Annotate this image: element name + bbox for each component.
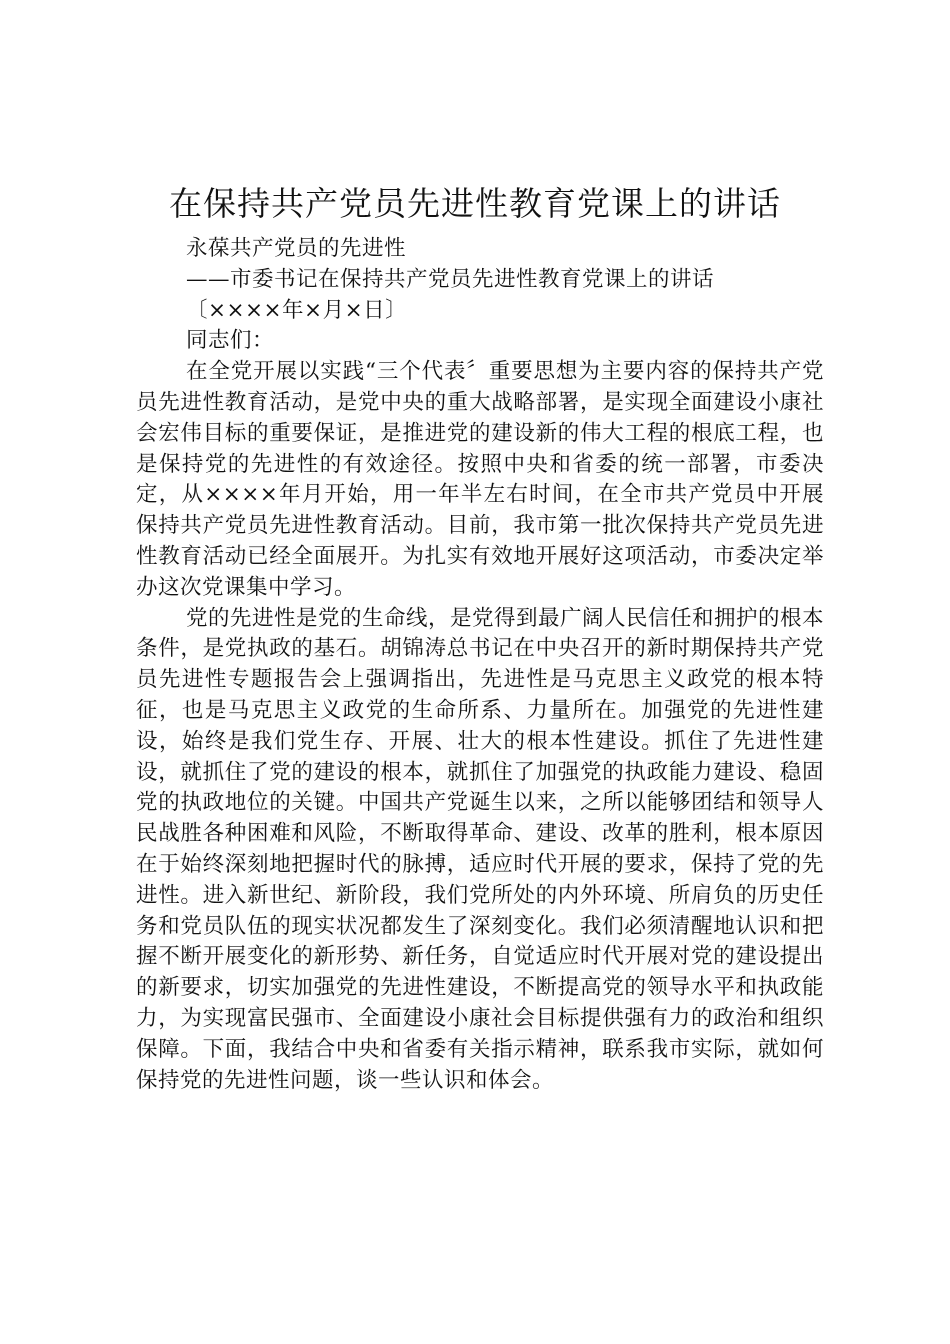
salutation: 同志们：: [186, 328, 275, 354]
body-paragraph: 在全党开展以实践“三个代表〞重要思想为主要内容的保持共产党员先进性教育活动，是党中央的重大战略部署，是实现全面建设小康社会宏伟目标的重要保证，是推进党的建设新的伟大工程的根底工程，也是保持党的先进性的有效途径。按照中央和省委的统一部署，市委决定，从××××年月开始，用一年半左右时间，在全市共产党员中开展保持共产党员先进性教育活动。目前，我市第一批次保持共产党员先进性教育活动已经全面展开。为扎实有效地开展好这项活动，市委决定举办这次党课集中学习。: [136, 359, 824, 600]
body-paragraph: 党的先进性是党的生命线，是党得到最广阔人民信任和拥护的根本条件，是党执政的基石。胡锦涛总书记在中央召开的新时期保持共产党员先进性专题报告会上强调指出，先进性是马克思主义政党的根本特征，也是马克思主义政党的生命所系、力量所在。加强党的先进性建设，始终是我们党生存、开展、壮大的根本性建设。抓住了先进性建设，就抓住了党的建设的根本，就抓住了加强党的执政能力建设、稳固党的执政地位的关键。中国共产党诞生以来，之所以能够团结和领导人民战胜各种困难和风险，不断取得革命、建设、改革的胜利，根本原因在于始终深刻地把握时代的脉搏，适应时代开展的要求，保持了党的先进性。进入新世纪、新阶段，我们党所处的内外环境、所肩负的历史任务和党员队伍的现实状况都发生了深刻变化。我们必须清醒地认识和把握不断开展变化的新形势、新任务，自觉适应时代开展对党的建设提出的新要求，切实加强党的先进性建设，不断提高党的领导水平和执政能力，为实现富民强市、全面建设小康社会目标提供强有力的政治和组织保障。下面，我结合中央和省委有关指示精神，联系我市实际，就如何保持党的先进性问题，谈一些认识和体会。: [136, 605, 825, 1093]
document-body: [136, 234, 824, 1096]
speech-subtitle: 永葆共产党员的先进性: [186, 236, 407, 261]
speech-date: 〔××××年×月×日〕: [186, 297, 408, 323]
speech-byline: ——市委书记在保持共产党员先进性教育党课上的讲话: [186, 266, 715, 292]
document-title: 在保持共产党员先进性教育党课上的讲话: [169, 184, 781, 223]
